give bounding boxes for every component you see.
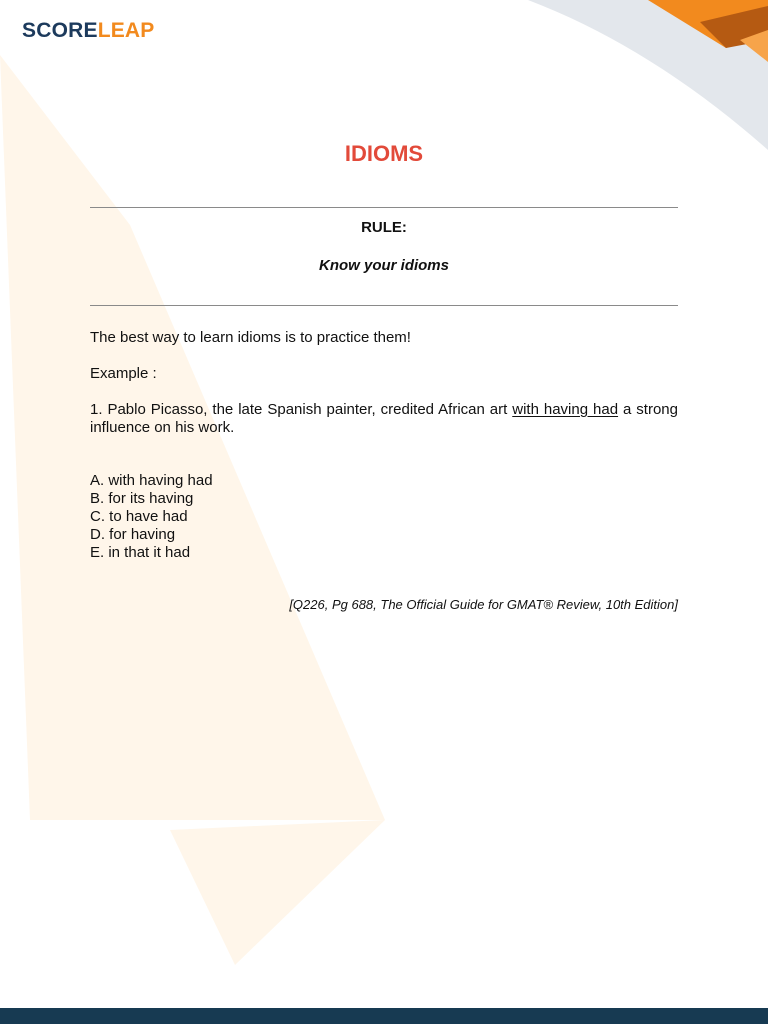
source-citation: [Q226, Pg 688, The Official Guide for GMAT® Review, 10th Edition] [289,597,678,612]
answer-option: B. for its having [90,490,194,507]
intro-text: The best way to learn idioms is to practice them! [90,329,411,346]
question-underlined-phrase: with having had [512,401,619,418]
page-title: IDIOMS [344,141,424,166]
rule-heading: RULE: [361,219,407,236]
example-label: Example : [90,365,157,382]
example-question [90,401,678,437]
logo-leap-text: LEAP [97,19,155,42]
bottom-divider [90,305,678,306]
background-swoosh-lower [170,820,385,965]
scoreleap-logo [22,18,155,44]
question-text-after: a strong influence on his work. [90,401,678,436]
logo-score-text: SCORE [22,19,98,42]
question-text-before: 1. Pablo Picasso, the late Spanish painter, credited African art [90,401,513,418]
answer-option: C. to have had [90,508,188,525]
footer-bar [0,1008,768,1024]
background-swoosh-large [0,55,385,820]
answer-options [90,472,678,562]
answer-option: D. for having [90,526,176,543]
answer-option: A. with having had [90,472,213,489]
answer-option: E. in that it had [90,544,191,561]
rule-text: Know your idioms [318,257,449,274]
top-divider [90,207,678,208]
